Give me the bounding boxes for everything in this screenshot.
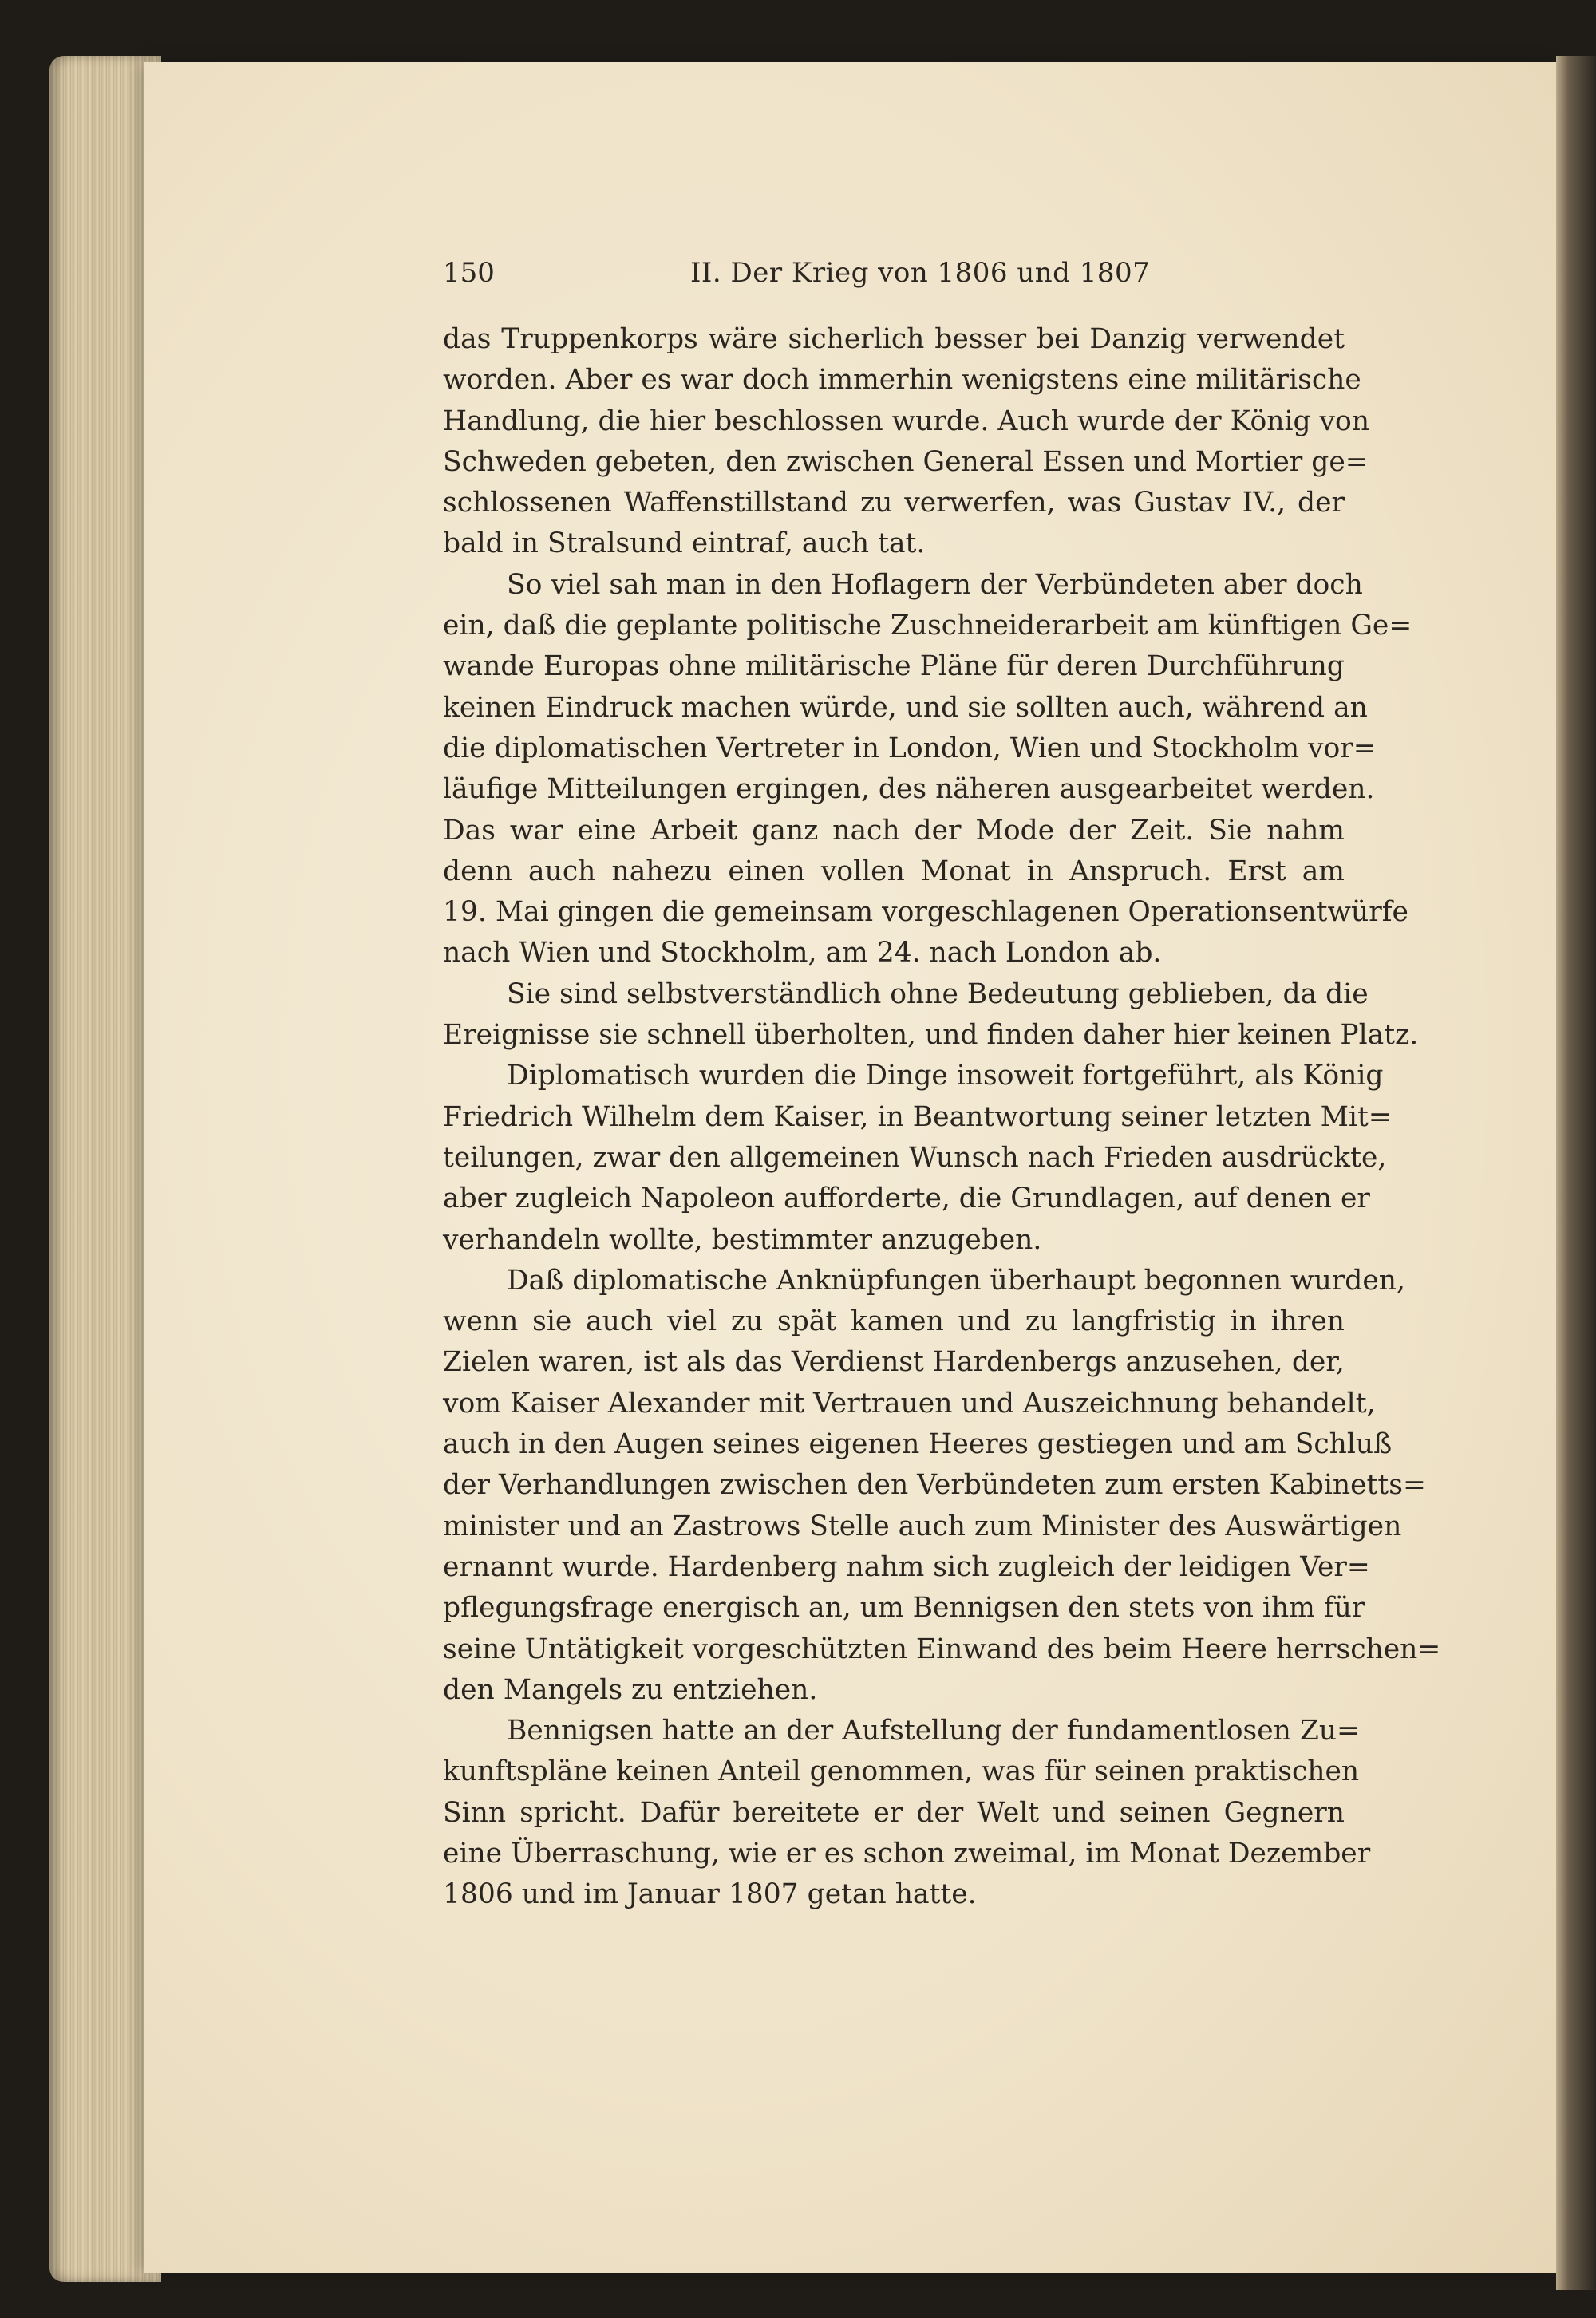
- text-line: verhandeln wollte, bestimmter anzugeben.: [443, 1223, 1042, 1256]
- text-line: seine Untätigkeit vorgeschützten Einwand des beim Heere herrschen=: [443, 1633, 1441, 1665]
- text-line: Schweden gebeten, den zwischen General Essen und Mortier ge=: [443, 445, 1369, 478]
- text-line: eine Überraschung, wie er es schon zweimal, im Monat Dezember: [443, 1837, 1371, 1870]
- text-line: Friedrich Wilhelm dem Kaiser, in Beantwortung seiner letzten Mit=: [443, 1100, 1392, 1133]
- text-line: 1806 und im Januar 1807 getan hatte.: [443, 1878, 977, 1911]
- text-line: läufige Mitteilungen ergingen, des näheren ausgearbeitet werden.: [443, 773, 1375, 806]
- text-line: der Verhandlungen zwischen den Verbündeten zum ersten Kabinetts=: [443, 1469, 1426, 1502]
- text-line: 19. Mai gingen die gemeinsam vorgeschlagenen Operationsentwürfe: [443, 896, 1408, 929]
- text-line: Diplomatisch wurden die Dinge insoweit fortgeführt, als König: [507, 1060, 1384, 1092]
- page-header: [443, 257, 1345, 297]
- text-line: wenn sie auch viel zu spät kamen und zu langfristig in ihren: [443, 1305, 1345, 1338]
- text-line: Bennigsen hatte an der Aufstellung der fundamentlosen Zu=: [507, 1715, 1360, 1747]
- text-line: nach Wien und Stockholm, am 24. nach London ab.: [443, 937, 1162, 969]
- text-line: Sinn spricht. Dafür bereitete er der Welt und seinen Gegnern: [443, 1796, 1345, 1829]
- text-line: das Truppenkorps wäre sicherlich besser bei Danzig verwendet: [443, 323, 1345, 355]
- text-line: vom Kaiser Alexander mit Vertrauen und Auszeichnung behandelt,: [443, 1387, 1376, 1420]
- text-line: Handlung, die hier beschlossen wurde. Auch wurde der König von: [443, 405, 1370, 437]
- text-line: Ereignisse sie schnell überholten, und finden daher hier keinen Platz.: [443, 1019, 1419, 1052]
- text-line: worden. Aber es war doch immerhin wenigstens eine militärische: [443, 364, 1361, 397]
- text-line: die diplomatischen Vertreter in London, Wien und Stockholm vor=: [443, 732, 1377, 764]
- text-line: auch in den Augen seines eigenen Heeres gestiegen und am Schluß: [443, 1428, 1393, 1461]
- body-text: [443, 319, 1441, 1916]
- text-line: denn auch nahezu einen vollen Monat in Anspruch. Erst am: [443, 855, 1345, 887]
- text-line: minister und an Zastrows Stelle auch zum Minister des Auswärtigen: [443, 1510, 1402, 1542]
- text-line: schlossenen Waffenstillstand zu verwerfen, was Gustav IV., der: [443, 487, 1345, 519]
- text-line: keinen Eindruck machen würde, und sie sollten auch, während an: [443, 691, 1368, 724]
- text-line: bald in Stralsund eintraf, auch tat.: [443, 527, 926, 560]
- book-gutter: [1556, 56, 1596, 2290]
- text-line: ernannt wurde. Hardenberg nahm sich zugleich der leidigen Ver=: [443, 1550, 1370, 1583]
- text-line: ein, daß die geplante politische Zuschneiderarbeit am künftigen Ge=: [443, 610, 1412, 642]
- text-line: Das war eine Arbeit ganz nach der Mode der Zeit. Sie nahm: [443, 814, 1345, 847]
- text-line: Daß diplomatische Anknüpfungen überhaupt begonnen wurden,: [507, 1264, 1405, 1297]
- text-line: So viel sah man in den Hoflagern der Verbündeten aber doch: [507, 568, 1363, 601]
- text-line: kunftspläne keinen Anteil genommen, was für seinen praktischen: [443, 1755, 1360, 1788]
- text-line: Zielen waren, ist als das Verdienst Hardenbergs anzusehen, der,: [443, 1346, 1345, 1379]
- text-line: teilungen, zwar den allgemeinen Wunsch nach Frieden ausdrückte,: [443, 1141, 1387, 1174]
- running-head: II. Der Krieg von 1806 und 1807: [690, 257, 1151, 289]
- text-line: pflegungsfrage energisch an, um Bennigsen den stets von ihm für: [443, 1592, 1365, 1625]
- text-line: wande Europas ohne militärische Pläne für deren Durchführung: [443, 650, 1345, 683]
- text-line: aber zugleich Napoleon aufforderte, die Grundlagen, auf denen er: [443, 1183, 1370, 1215]
- text-line: Sie sind selbstverständlich ohne Bedeutung geblieben, da die: [507, 977, 1369, 1010]
- text-line: den Mangels zu entziehen.: [443, 1673, 818, 1706]
- page-number: 150: [443, 257, 495, 289]
